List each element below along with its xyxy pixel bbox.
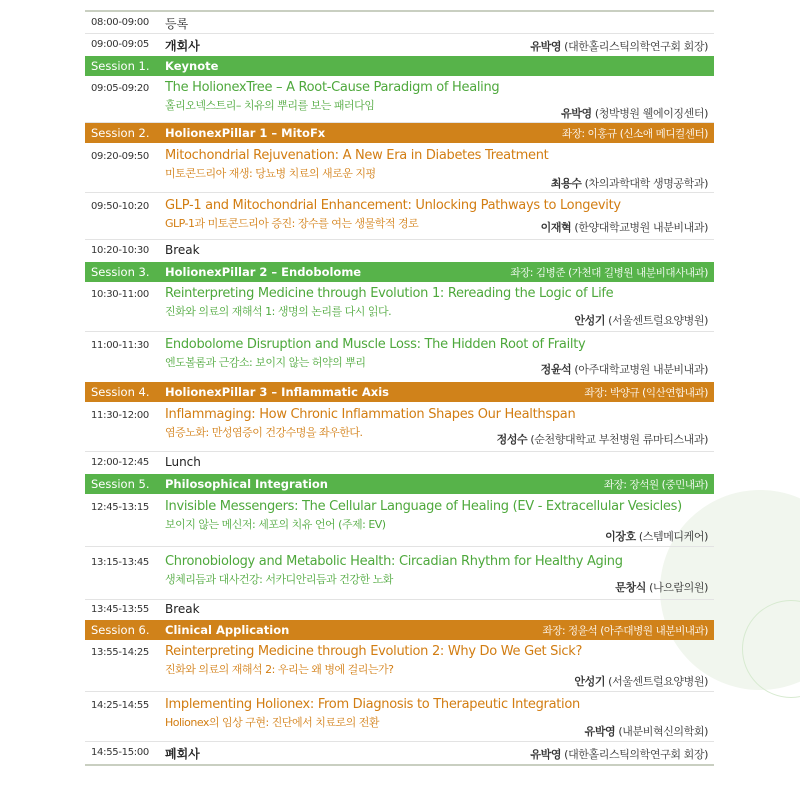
speaker-affiliation: (스템메디케어) bbox=[638, 530, 708, 543]
row-label: Lunch bbox=[165, 455, 201, 469]
talk-title-en: Endobolome Disruption and Muscle Loss: The Hidden Root of Frailty bbox=[165, 337, 586, 352]
row-label: 폐회사 bbox=[165, 747, 200, 761]
session-header-1 bbox=[85, 56, 714, 76]
time-slot: 14:55-15:00 bbox=[91, 747, 149, 758]
session-header-3 bbox=[85, 262, 714, 282]
speaker-info bbox=[574, 673, 708, 689]
speaker-affiliation: (아주대학교병원 내분비내과) bbox=[574, 363, 708, 376]
session-chair: 좌장: 김병준 (가천대 길병원 내분비대사내과) bbox=[510, 267, 708, 279]
talk-row bbox=[85, 76, 714, 123]
time-slot: 09:50-10:20 bbox=[91, 201, 149, 212]
speaker-affiliation: (서울센트럴요양병원) bbox=[608, 314, 708, 327]
time-slot: 12:00-12:45 bbox=[91, 457, 149, 468]
talk-title-ko: 진화와 의료의 재해석 2: 우리는 왜 병에 걸리는가? bbox=[165, 663, 394, 676]
speaker-info bbox=[615, 579, 708, 595]
session-chair: 좌장: 장석원 (중민내과) bbox=[603, 479, 708, 491]
speaker-info bbox=[497, 431, 708, 447]
session-chair: 좌장: 정윤석 (아주대병원 내분비내과) bbox=[542, 625, 708, 637]
speaker-info bbox=[551, 175, 708, 191]
session-number: Session 4. bbox=[91, 385, 150, 399]
time-slot: 14:25-14:55 bbox=[91, 700, 149, 711]
speaker-name: 최용수 bbox=[550, 177, 582, 190]
talk-row bbox=[85, 193, 714, 240]
talk-row bbox=[85, 692, 714, 742]
schedule-table bbox=[85, 10, 714, 766]
speaker-name: 안성기 bbox=[574, 314, 606, 327]
talk-title-ko: 미토콘드리아 재생: 당뇨병 치료의 새로운 지평 bbox=[165, 167, 376, 180]
session-header-5 bbox=[85, 474, 714, 494]
session-number: Session 6. bbox=[91, 623, 150, 637]
session-chair: 좌장: 박양규 (익산연합내과) bbox=[584, 387, 708, 399]
speaker-affiliation: (서울센트럴요양병원) bbox=[608, 675, 708, 688]
talk-title-en: Inflammaging: How Chronic Inflammation Shapes Our Healthspan bbox=[165, 407, 576, 422]
speaker-info bbox=[541, 219, 708, 235]
speaker-affiliation: (대한홀리스틱의학연구회 회장) bbox=[564, 40, 708, 53]
speaker-info bbox=[530, 38, 708, 54]
time-slot: 12:45-13:15 bbox=[91, 502, 149, 513]
schedule-row-lunch bbox=[85, 452, 714, 474]
speaker-name: 유박영 bbox=[561, 107, 592, 120]
time-slot: 10:30-11:00 bbox=[91, 289, 149, 300]
talk-title-en: Chronobiology and Metabolic Health: Circadian Rhythm for Healthy Aging bbox=[165, 554, 623, 569]
session-number: Session 3. bbox=[91, 265, 150, 279]
session-title: Keynote bbox=[165, 59, 219, 73]
session-header-6 bbox=[85, 620, 714, 640]
talk-title-ko: 홀리오넥스트리– 치유의 뿌리를 보는 패러다임 bbox=[165, 99, 375, 112]
session-title: Philosophical Integration bbox=[165, 477, 328, 491]
speaker-info bbox=[530, 746, 708, 762]
talk-title-ko: GLP-1과 미토콘드리아 증진: 장수를 여는 생물학적 경로 bbox=[165, 217, 419, 230]
talk-title-en: Implementing Holionex: From Diagnosis to Therapeutic Integration bbox=[165, 697, 580, 712]
talk-row bbox=[85, 332, 714, 382]
schedule-row-break bbox=[85, 240, 714, 262]
time-slot: 08:00-09:00 bbox=[91, 17, 149, 28]
talk-title-en: Reinterpreting Medicine through Evolution 1: Rereading the Logic of Life bbox=[165, 286, 614, 301]
talk-row bbox=[85, 402, 714, 452]
session-header-2 bbox=[85, 123, 714, 143]
speaker-info bbox=[574, 312, 708, 328]
speaker-name: 정윤석 bbox=[540, 363, 572, 376]
talk-title-ko: 생체리듬과 대사건강: 서카디안리듬과 건강한 노화 bbox=[165, 573, 393, 586]
talk-row bbox=[85, 640, 714, 692]
session-title: HolionexPillar 2 – Endobolome bbox=[165, 265, 362, 279]
speaker-affiliation: (내분비혁신의학회) bbox=[618, 725, 708, 738]
talk-title-ko: 염증노화: 만성염증이 건강수명을 좌우한다. bbox=[165, 426, 363, 439]
time-slot: 09:05-09:20 bbox=[91, 83, 149, 94]
speaker-info bbox=[585, 723, 708, 739]
session-header-4 bbox=[85, 382, 714, 402]
time-slot: 09:00-09:05 bbox=[91, 39, 149, 50]
time-slot: 13:45-13:55 bbox=[91, 604, 149, 615]
talk-title-ko: Holionex의 임상 구현: 진단에서 치료로의 전환 bbox=[165, 716, 379, 729]
talk-title-en: Mitochondrial Rejuvenation: A New Era in Diabetes Treatment bbox=[165, 148, 549, 163]
talk-title-ko: 진화와 의료의 재해석 1: 생명의 논리를 다시 읽다. bbox=[165, 305, 392, 318]
schedule-row-closing bbox=[85, 742, 714, 764]
speaker-affiliation: (대한홀리스틱의학연구회 회장) bbox=[564, 748, 708, 761]
schedule-row-opening bbox=[85, 34, 714, 56]
speaker-name: 유박영 bbox=[584, 725, 616, 738]
time-slot: 13:15-13:45 bbox=[91, 557, 149, 568]
talk-title-ko: 엔도볼롬과 근감소: 보이지 않는 허약의 뿌리 bbox=[165, 356, 366, 369]
speaker-name: 정성수 bbox=[496, 433, 528, 446]
session-number: Session 1. bbox=[91, 59, 150, 73]
speaker-affiliation: (순천향대학교 부천병원 류마티스내과) bbox=[530, 433, 708, 446]
session-title: HolionexPillar 3 – Inflammatic Axis bbox=[165, 385, 390, 399]
talk-title-en: Invisible Messengers: The Cellular Language of Healing (EV - Extracellular Vesicles) bbox=[165, 499, 682, 514]
row-label: Break bbox=[165, 602, 200, 616]
session-number: Session 2. bbox=[91, 126, 150, 140]
time-slot: 10:20-10:30 bbox=[91, 245, 149, 256]
time-slot: 13:55-14:25 bbox=[91, 647, 149, 658]
time-slot: 11:30-12:00 bbox=[91, 410, 149, 421]
talk-row bbox=[85, 143, 714, 193]
speaker-name: 이재혁 bbox=[540, 221, 572, 234]
session-number: Session 5. bbox=[91, 477, 150, 491]
talk-title-en: The HolionexTree – A Root-Cause Paradigm of Healing bbox=[165, 80, 500, 95]
speaker-affiliation: (한양대학교병원 내분비내과) bbox=[574, 221, 708, 234]
row-label: Break bbox=[165, 243, 200, 257]
talk-row bbox=[85, 547, 714, 600]
talk-title-ko: 보이지 않는 메신저: 세포의 치유 언어 (주제: EV) bbox=[165, 518, 386, 531]
speaker-info bbox=[605, 528, 708, 544]
schedule-row-break bbox=[85, 600, 714, 620]
speaker-info bbox=[561, 105, 708, 121]
session-chair: 좌장: 이홍규 (신소애 메디컬센터) bbox=[561, 128, 708, 140]
row-label: 등록 bbox=[165, 17, 189, 31]
talk-row bbox=[85, 282, 714, 332]
row-label: 개회사 bbox=[165, 39, 200, 53]
session-title: HolionexPillar 1 – MitoFx bbox=[165, 126, 326, 140]
speaker-affiliation: (청박병원 웰에이징센터) bbox=[594, 107, 708, 120]
speaker-name: 문창식 bbox=[615, 581, 646, 594]
schedule-row-registration bbox=[85, 12, 714, 34]
speaker-affiliation: (나으람의원) bbox=[649, 581, 708, 594]
session-title: Clinical Application bbox=[165, 623, 290, 637]
time-slot: 11:00-11:30 bbox=[91, 340, 149, 351]
talk-title-en: Reinterpreting Medicine through Evolution 2: Why Do We Get Sick? bbox=[165, 644, 583, 659]
talk-title-en: GLP-1 and Mitochondrial Enhancement: Unlocking Pathways to Longevity bbox=[165, 198, 621, 213]
talk-row bbox=[85, 494, 714, 547]
speaker-info bbox=[541, 361, 708, 377]
speaker-name: 안성기 bbox=[574, 675, 606, 688]
speaker-name: 유박영 bbox=[530, 40, 562, 53]
speaker-affiliation: (차의과학대학 생명공학과) bbox=[584, 177, 708, 190]
speaker-name: 유박영 bbox=[530, 748, 562, 761]
speaker-name: 이장호 bbox=[605, 530, 636, 543]
time-slot: 09:20-09:50 bbox=[91, 151, 149, 162]
